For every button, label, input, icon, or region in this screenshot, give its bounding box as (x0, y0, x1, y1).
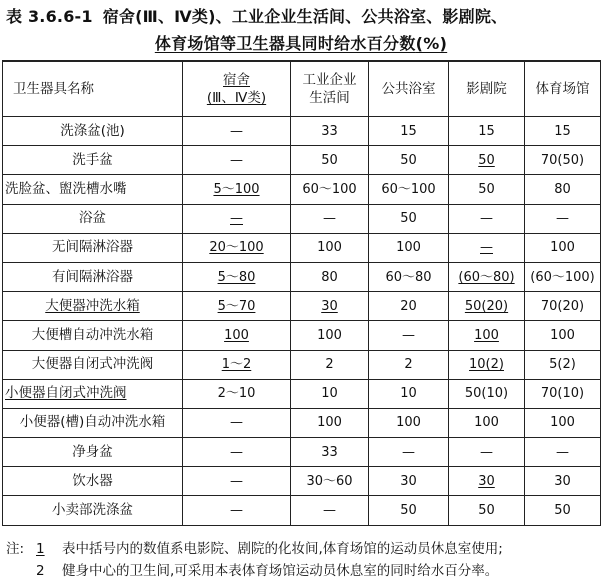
table-row (3, 467, 601, 496)
title-line-1 (6, 4, 598, 27)
value-cell (369, 467, 449, 496)
value-cell (369, 117, 449, 146)
cell-value: 2 (404, 357, 413, 373)
value-cell (291, 408, 369, 437)
cell-value: 80 (554, 181, 571, 197)
header-cell: 体育场馆 (525, 61, 601, 117)
value-cell (449, 350, 525, 379)
value-cell (525, 175, 601, 204)
value-cell (449, 496, 525, 525)
fixture-name-cell (3, 233, 183, 262)
cell-value: 30 (321, 298, 338, 314)
fixture-name-cell (3, 262, 183, 291)
notes-label: 注: (6, 541, 25, 557)
value-cell (449, 408, 525, 437)
cell-value: 50 (478, 152, 495, 168)
cell-value: — (230, 503, 243, 519)
fixture-name: 大便槽自动冲洗水箱 (31, 326, 154, 343)
value-cell (449, 321, 525, 350)
cell-value: 20～100 (209, 240, 264, 256)
table-row (3, 321, 601, 350)
fixture-name: 小便器自闭式冲洗阀 (5, 385, 127, 402)
table-row (3, 117, 601, 146)
cell-value: — (230, 415, 243, 431)
value-cell (369, 438, 449, 467)
value-cell (369, 262, 449, 291)
value-cell (525, 408, 601, 437)
value-cell (183, 292, 291, 321)
value-cell (369, 496, 449, 525)
cell-value: 50 (478, 503, 495, 519)
value-cell (525, 292, 601, 321)
table-number: 表 3.6.6-1 (6, 7, 93, 26)
cell-value: 10 (400, 386, 417, 402)
header-cell: 工业企业 生活间 (291, 61, 369, 117)
value-cell (525, 438, 601, 467)
data-table (2, 60, 601, 526)
cell-value: 50 (400, 152, 417, 168)
value-cell (449, 438, 525, 467)
fixture-name: 大便器自闭式冲洗阀 (31, 356, 154, 373)
fixture-name-cell (3, 321, 183, 350)
title-text-1: 宿舍(Ⅲ、Ⅳ类)、工业企业生活间、公共浴室、影剧院、 (102, 7, 508, 26)
header-cell: 公共浴室 (369, 61, 449, 117)
value-cell (369, 175, 449, 204)
value-cell (183, 467, 291, 496)
fixture-name: 小卖部洗涤盆 (52, 502, 133, 519)
cell-value: 100 (550, 327, 575, 343)
cell-value: (60～80) (458, 269, 515, 285)
header-text: 宿舍 (Ⅲ、Ⅳ类) (206, 72, 267, 106)
cell-value: 30 (478, 473, 495, 489)
cell-value: 50 (400, 211, 417, 227)
fixture-name-cell (3, 350, 183, 379)
fixture-name-cell (3, 204, 183, 233)
value-cell (291, 496, 369, 525)
fixture-name: 大便器冲洗水箱 (45, 297, 140, 314)
table-row (3, 292, 601, 321)
notes (6, 538, 600, 582)
value-cell (449, 204, 525, 233)
value-cell (183, 146, 291, 175)
fixture-name-cell (3, 496, 183, 525)
value-cell (369, 204, 449, 233)
value-cell (183, 233, 291, 262)
value-cell (291, 467, 369, 496)
header-cell: 卫生器具名称 (3, 61, 183, 117)
value-cell (291, 292, 369, 321)
note-text: 健身中心的卫生间,可采用本表体育场馆运动员休息室的同时给水百分率。 (62, 563, 499, 579)
value-cell (183, 350, 291, 379)
table-row (3, 233, 601, 262)
value-cell (291, 233, 369, 262)
cell-value: — (230, 444, 243, 460)
value-cell (369, 292, 449, 321)
cell-value: (60～100) (530, 269, 595, 285)
header-cell: 影剧院 (449, 61, 525, 117)
cell-value: 100 (550, 415, 575, 431)
value-cell (183, 496, 291, 525)
cell-value: 50 (554, 503, 571, 519)
value-cell (525, 321, 601, 350)
value-cell (449, 146, 525, 175)
table-row (3, 175, 601, 204)
value-cell (183, 204, 291, 233)
value-cell (291, 350, 369, 379)
note-number: 2 (36, 563, 45, 579)
cell-value: 30 (400, 473, 417, 489)
value-cell (525, 262, 601, 291)
value-cell (525, 379, 601, 408)
cell-value: 30～60 (306, 473, 353, 489)
cell-value: 5(2) (549, 357, 576, 373)
value-cell (369, 321, 449, 350)
table-row (3, 262, 601, 291)
value-cell (449, 292, 525, 321)
cell-value: 50 (478, 181, 495, 197)
table-row (3, 379, 601, 408)
fixture-name: 无间隔淋浴器 (52, 239, 133, 256)
value-cell (369, 350, 449, 379)
cell-value: 20 (400, 298, 417, 314)
cell-value: 60～100 (302, 181, 357, 197)
value-cell (449, 262, 525, 291)
cell-value: 33 (321, 123, 338, 139)
cell-value: 60～100 (381, 181, 436, 197)
cell-value: 100 (317, 415, 342, 431)
cell-value: 50 (400, 503, 417, 519)
value-cell (369, 379, 449, 408)
fixture-name: 饮水器 (72, 472, 113, 489)
value-cell (525, 350, 601, 379)
value-cell (291, 117, 369, 146)
fixture-name: 有间隔淋浴器 (52, 268, 133, 285)
value-cell (449, 233, 525, 262)
value-cell (291, 175, 369, 204)
cell-value: 30 (554, 473, 571, 489)
value-cell (369, 146, 449, 175)
fixture-name-cell (3, 175, 183, 204)
value-cell (525, 496, 601, 525)
value-cell (449, 467, 525, 496)
note-item (6, 538, 600, 560)
cell-value: 100 (550, 240, 575, 256)
cell-value: 15 (554, 123, 571, 139)
value-cell (525, 467, 601, 496)
cell-value: 70(50) (540, 152, 585, 168)
cell-value: 100 (396, 415, 421, 431)
cell-value: — (323, 503, 336, 519)
cell-value: — (230, 473, 243, 489)
cell-value: — (402, 327, 415, 343)
cell-value: 100 (317, 240, 342, 256)
cell-value: 15 (400, 123, 417, 139)
value-cell (525, 117, 601, 146)
value-cell (183, 408, 291, 437)
cell-value: 100 (224, 327, 249, 343)
cell-value: — (556, 444, 569, 460)
value-cell (291, 204, 369, 233)
cell-value: 70(10) (540, 386, 585, 402)
cell-value: 5～70 (217, 298, 256, 314)
fixture-name-cell (3, 146, 183, 175)
cell-value: 2 (325, 357, 334, 373)
fixture-name-cell (3, 292, 183, 321)
cell-value: 100 (396, 240, 421, 256)
fixture-name: 洗脸盆、盥洗槽水嘴 (5, 180, 127, 197)
value-cell (369, 408, 449, 437)
fixture-name: 洗涤盆(池) (60, 122, 125, 139)
cell-value: — (556, 211, 569, 227)
cell-value: 33 (321, 444, 338, 460)
value-cell (183, 438, 291, 467)
table-row (3, 146, 601, 175)
table-row (3, 408, 601, 437)
cell-value: 70(20) (540, 298, 585, 314)
value-cell (525, 146, 601, 175)
cell-value: 50 (321, 152, 338, 168)
cell-value: — (230, 152, 243, 168)
cell-value: 100 (474, 327, 499, 343)
cell-value: 100 (474, 415, 499, 431)
fixture-name-cell (3, 467, 183, 496)
header-cell (183, 61, 291, 117)
value-cell (291, 321, 369, 350)
cell-value: 50(10) (464, 386, 509, 402)
cell-value: — (480, 211, 493, 227)
value-cell (291, 379, 369, 408)
cell-value: 80 (321, 269, 338, 285)
cell-value: — (480, 444, 493, 460)
cell-value: 15 (478, 123, 495, 139)
value-cell (449, 379, 525, 408)
title-text-2: 体育场馆等卫生器具同时给水百分数 (154, 34, 416, 53)
fixture-name: 小便器(槽)自动冲洗水箱 (19, 414, 166, 431)
note-item (6, 560, 600, 582)
value-cell (525, 233, 601, 262)
table-row (3, 204, 601, 233)
cell-value: 10(2) (469, 357, 504, 373)
note-number: 1 (36, 541, 45, 557)
value-cell (369, 233, 449, 262)
value-cell (183, 262, 291, 291)
cell-value: 2～10 (217, 386, 256, 402)
fixture-name-cell (3, 438, 183, 467)
value-cell (291, 262, 369, 291)
cell-value: 10 (321, 386, 338, 402)
cell-value: — (230, 123, 243, 139)
cell-value: — (323, 211, 336, 227)
fixture-name: 净身盆 (72, 443, 113, 460)
table-body (3, 117, 601, 526)
value-cell (183, 175, 291, 204)
value-cell (183, 379, 291, 408)
value-cell (183, 117, 291, 146)
cell-value: 5～100 (213, 181, 260, 197)
value-cell (291, 146, 369, 175)
fixture-name: 洗手盆 (72, 151, 113, 168)
value-cell (183, 321, 291, 350)
cell-value: 60～80 (385, 269, 432, 285)
fixture-name: 浴盆 (79, 210, 106, 227)
header-row (3, 61, 601, 117)
note-text: 表中括号内的数值系电影院、剧院的化妆间,体育场馆的运动员休息室使用; (62, 541, 503, 557)
table-row (3, 350, 601, 379)
cell-value: 100 (317, 327, 342, 343)
value-cell (291, 438, 369, 467)
fixture-name-cell (3, 117, 183, 146)
title-line-2 (0, 31, 602, 54)
cell-value: — (480, 240, 493, 256)
fixture-name-cell (3, 408, 183, 437)
title-unit: (%) (415, 34, 448, 53)
value-cell (449, 117, 525, 146)
table-row (3, 496, 601, 525)
value-cell (449, 175, 525, 204)
cell-value: 50(20) (464, 298, 509, 314)
table-row (3, 438, 601, 467)
value-cell (525, 204, 601, 233)
cell-value: — (402, 444, 415, 460)
fixture-name-cell (3, 379, 183, 408)
cell-value: 5～80 (217, 269, 256, 285)
cell-value: 1～2 (221, 357, 252, 373)
cell-value: — (230, 211, 243, 227)
